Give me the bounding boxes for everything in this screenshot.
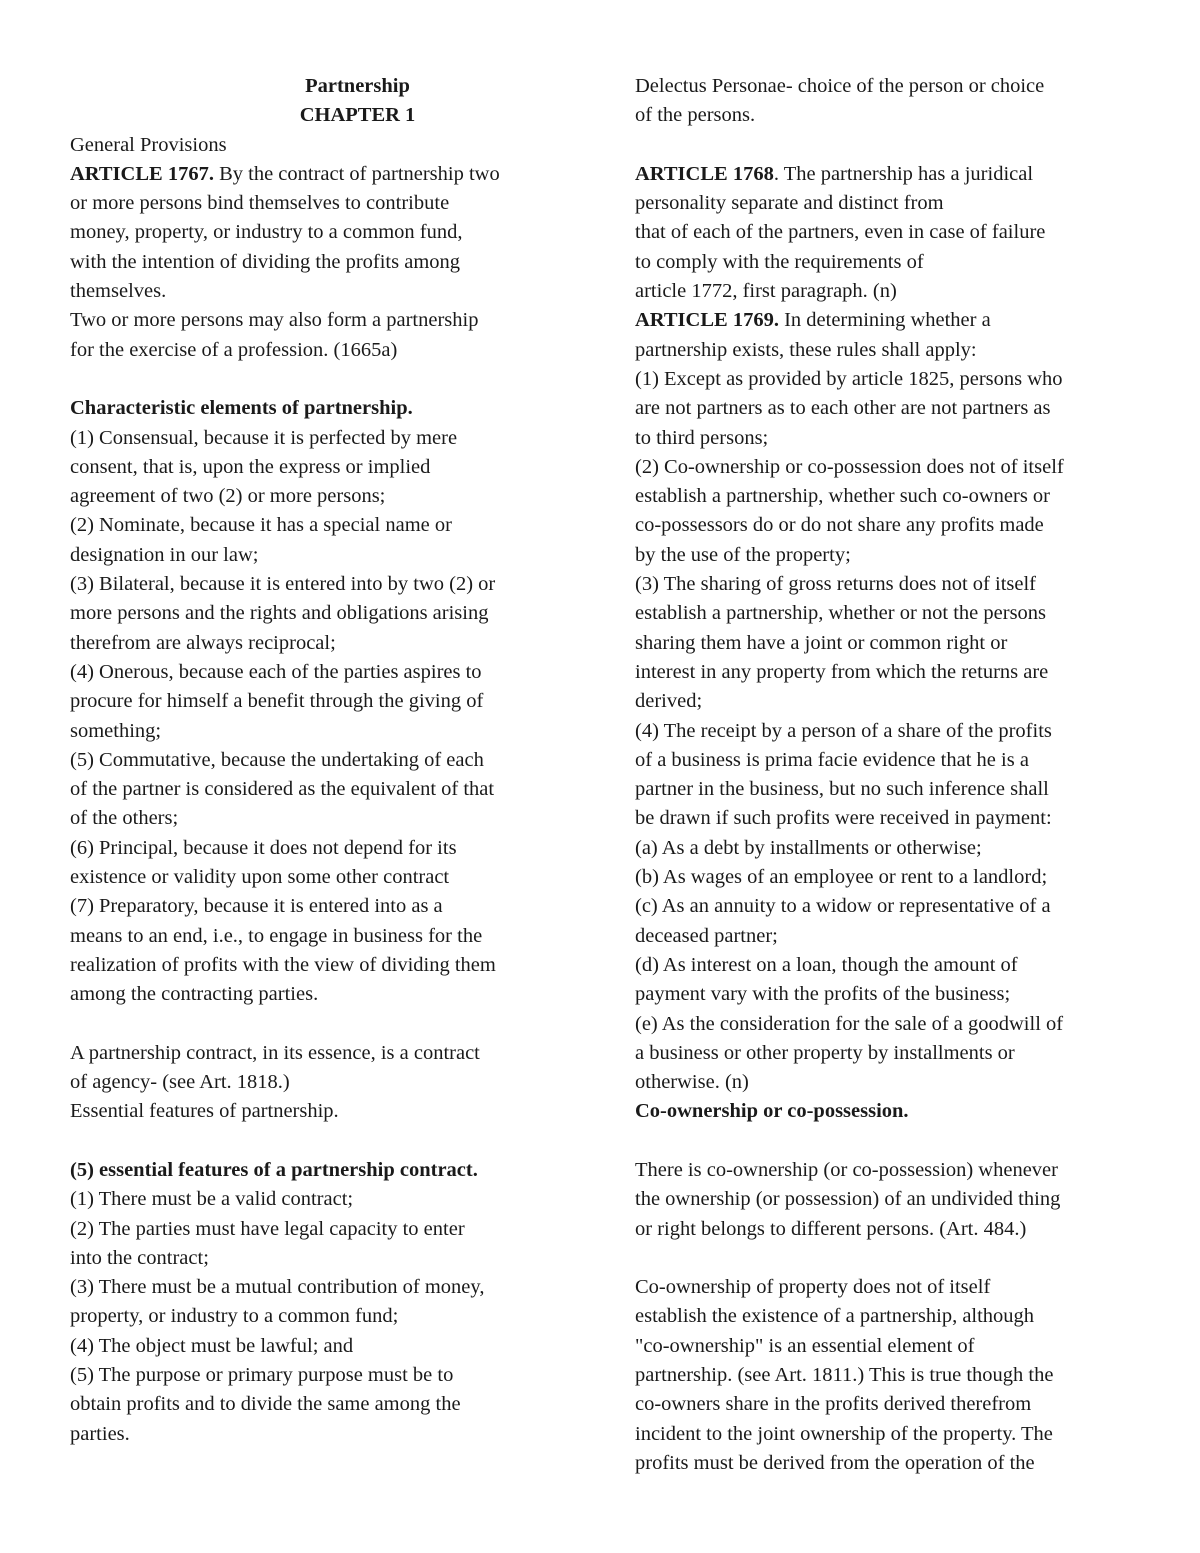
coownership-heading: Co-ownership or co-possession. (635, 1100, 909, 1123)
text-line: means to an end, i.e., to engage in business for the (70, 924, 483, 947)
text-line: of the partner is considered as the equivalent of that (70, 778, 495, 801)
blank-line (635, 1127, 1145, 1156)
article-1768-label: ARTICLE 1768 (635, 162, 774, 185)
text-line: into the contract; (70, 1246, 209, 1269)
text-line: themselves. (70, 280, 167, 303)
text-line: realization of profits with the view of dividing them (70, 953, 496, 976)
text-line: money, property, or industry to a common fund, (70, 221, 463, 244)
article-1769-line: ARTICLE 1769. In determining whether a (635, 309, 991, 332)
text-line: personality separate and distinct from (635, 192, 944, 215)
text-line: the ownership (or possession) of an undivided thing (635, 1188, 1061, 1211)
text-line: property, or industry to a common fund; (70, 1305, 399, 1328)
text-line: (d) As interest on a loan, though the amount of (635, 953, 1018, 976)
text-line: establish a partnership, whether or not the persons (635, 602, 1047, 625)
text-line: agreement of two (2) or more persons; (70, 485, 386, 508)
text-line: co-possessors do or do not share any profits made (635, 514, 1044, 537)
blank-line (635, 1244, 1145, 1273)
text-line: co-owners share in the profits derived therefrom (635, 1393, 1032, 1416)
text-line: profits must be derived from the operation of the (635, 1451, 1035, 1474)
text-line: a business or other property by installments or (635, 1041, 1015, 1064)
text-line: to comply with the requirements of (635, 250, 924, 273)
text-line: (4) The object must be lawful; and (70, 1334, 354, 1357)
text-line: sharing them have a joint or common right or (635, 631, 1008, 654)
characteristic-heading: Characteristic elements of partnership. (70, 397, 413, 420)
text-line: otherwise. (n) (635, 1071, 749, 1094)
text-line: Co-ownership of property does not of itself (635, 1276, 991, 1299)
text-line: are not partners as to each other are not partners as (635, 397, 1051, 420)
text-line: obtain profits and to divide the same among the (70, 1393, 461, 1416)
text-line: be drawn if such profits were received in payment: (635, 807, 1052, 830)
blank-line (635, 131, 1145, 160)
text-line: Essential features of partnership. (70, 1100, 339, 1123)
text-line: (4) The receipt by a person of a share of the profits (635, 719, 1052, 742)
text-line: (5) Commutative, because the undertaking of each (70, 748, 484, 771)
text-line: (1) Consensual, because it is perfected by mere (70, 426, 458, 449)
left-column (70, 72, 575, 1449)
text-line: partnership. (see Art. 1811.) This is true though the (635, 1364, 1054, 1387)
text-line: more persons and the rights and obligations arising (70, 602, 489, 625)
article-1767-line: ARTICLE 1767. By the contract of partnership two (70, 162, 500, 185)
text-line: or more persons bind themselves to contribute (70, 192, 450, 215)
article-1767-label: ARTICLE 1767. (70, 162, 214, 185)
section-subtitle: General Provisions (70, 133, 227, 156)
text-line: with the intention of dividing the profits among (70, 250, 461, 273)
right-column (635, 72, 1145, 1478)
text-line: (4) Onerous, because each of the parties aspires to (70, 660, 482, 683)
text-line: establish the existence of a partnership, although (635, 1305, 1035, 1328)
text-line: of agency- (see Art. 1818.) (70, 1071, 290, 1094)
text-line: to third persons; (635, 426, 769, 449)
text-line: Two or more persons may also form a partnership (70, 309, 479, 332)
text-line: partner in the business, but no such inference shall (635, 778, 1049, 801)
text-line: therefrom are always reciprocal; (70, 631, 336, 654)
text-line: by the use of the property; (635, 543, 851, 566)
text-line: of the persons. (635, 104, 756, 127)
text-line: (2) Co-ownership or co-possession does not of itself (635, 455, 1064, 478)
essential-heading: (5) essential features of a partnership contract. (70, 1158, 478, 1181)
blank-line (70, 1010, 575, 1039)
text-line: (3) There must be a mutual contribution of money, (70, 1276, 485, 1299)
chapter-heading: CHAPTER 1 (299, 104, 416, 127)
document-title: Partnership (305, 75, 410, 97)
text-line: Delectus Personae- choice of the person or choice (635, 75, 1045, 97)
blank-line (70, 365, 575, 394)
text-line: interest in any property from which the returns are (635, 660, 1049, 683)
text-line: incident to the joint ownership of the property. The (635, 1422, 1053, 1445)
text-line: "co-ownership" is an essential element of (635, 1334, 975, 1357)
text-line: (2) Nominate, because it has a special name or (70, 514, 452, 537)
text-line: existence or validity upon some other contract (70, 866, 450, 889)
text-line: (7) Preparatory, because it is entered into as a (70, 895, 443, 918)
text-line: (b) As wages of an employee or rent to a landlord; (635, 866, 1048, 889)
text-line: article 1772, first paragraph. (n) (635, 280, 897, 303)
text-line: (3) Bilateral, because it is entered into by two (2) or (70, 573, 496, 596)
text-line: (5) The purpose or primary purpose must be to (70, 1364, 454, 1387)
article-1768-line: ARTICLE 1768. The partnership has a juridical (635, 162, 1034, 185)
text-line: or right belongs to different persons. (Art. 484.) (635, 1217, 1027, 1240)
text-line: (1) Except as provided by article 1825, persons who (635, 367, 1063, 390)
text-line: partnership exists, these rules shall apply: (635, 338, 977, 361)
text-line: (6) Principal, because it does not depend for its (70, 836, 457, 859)
text-line: consent, that is, upon the express or implied (70, 455, 431, 478)
text-line: (e) As the consideration for the sale of a goodwill of (635, 1012, 1064, 1035)
text-line: There is co-ownership (or co-possession) whenever (635, 1158, 1058, 1181)
text-line: (c) As an annuity to a widow or representative of a (635, 895, 1051, 918)
text-line: (1) There must be a valid contract; (70, 1188, 354, 1211)
text-line: (a) As a debt by installments or otherwise; (635, 836, 982, 859)
text-line: that of each of the partners, even in case of failure (635, 221, 1046, 244)
text-line: establish a partnership, whether such co-owners or (635, 485, 1050, 508)
text-line: for the exercise of a profession. (1665a) (70, 338, 398, 361)
text-line: designation in our law; (70, 543, 259, 566)
text-line: something; (70, 719, 162, 742)
text-line: A partnership contract, in its essence, is a contract (70, 1041, 480, 1064)
text-line: of a business is prima facie evidence that he is a (635, 748, 1029, 771)
text-line: deceased partner; (635, 924, 778, 947)
text-line: payment vary with the profits of the business; (635, 983, 1011, 1006)
text-line: derived; (635, 690, 703, 713)
text-line: procure for himself a benefit through the giving of (70, 690, 484, 713)
blank-line (70, 1127, 575, 1156)
text-line: (2) The parties must have legal capacity to enter (70, 1217, 465, 1240)
text-line: (3) The sharing of gross returns does not of itself (635, 573, 1037, 596)
article-1769-label: ARTICLE 1769. (635, 309, 779, 332)
text-line: among the contracting parties. (70, 983, 319, 1006)
text-line: of the others; (70, 807, 179, 830)
text-line: parties. (70, 1422, 130, 1445)
